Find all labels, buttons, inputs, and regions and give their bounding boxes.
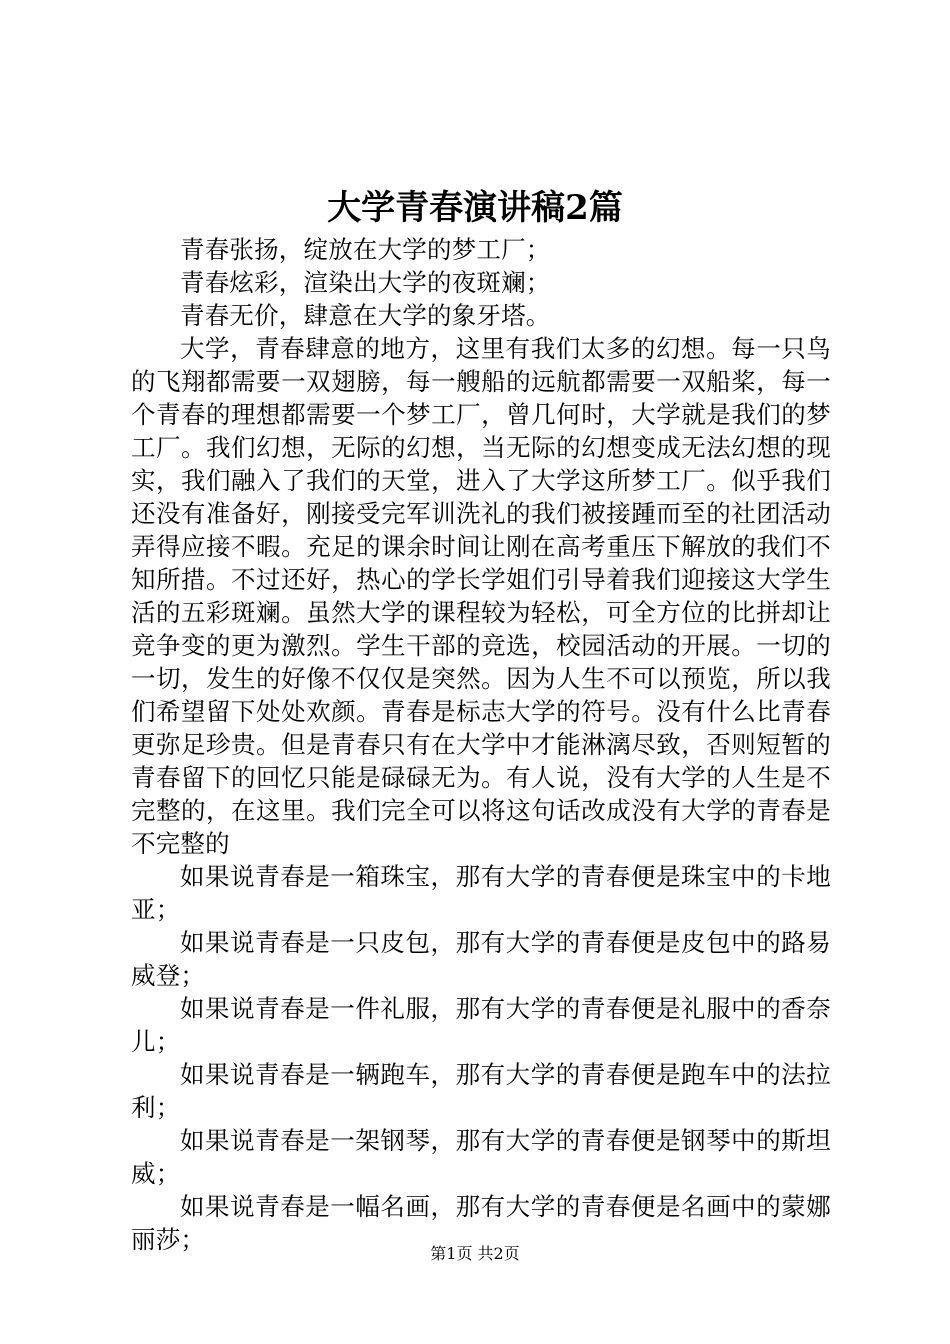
paragraph: 如果说青春是一幅名画，那有大学的青春便是名画中的蒙娜丽莎；: [131, 1192, 831, 1254]
paragraph: 青春无价，肆意在大学的象牙塔。: [180, 301, 551, 330]
paragraph: 青春张扬，绽放在大学的梦工厂；: [180, 235, 551, 264]
page-indicator: 第1页 共2页: [430, 1244, 520, 1263]
paragraph: 如果说青春是一辆跑车，那有大学的青春便是跑车中的法拉利；: [131, 1060, 831, 1122]
paragraph: 如果说青春是一箱珠宝，那有大学的青春便是珠宝中的卡地亚；: [131, 862, 831, 924]
paragraph: 如果说青春是一只皮包，那有大学的青春便是皮包中的路易威登；: [131, 928, 831, 990]
document-body: [131, 233, 831, 1256]
paragraph: 青春炫彩，渲染出大学的夜斑斓；: [180, 268, 551, 297]
paragraph: 如果说青春是一架钢琴，那有大学的青春便是钢琴中的斯坦威；: [131, 1126, 831, 1188]
paragraph: 大学，青春肆意的地方，这里有我们太多的幻想。每一只鸟的飞翔都需要一双翅膀，每一艘船的远航都需要一双船桨，每一个青春的理想都需要一个梦工厂，曾几何时，大学就是我们的梦工厂。我们幻想，无际的幻想，当无际的幻想变成无法幻想的现实，我们融入了我们的天堂，进入了大学这所梦工厂。似乎我们还没有准备好，刚接受完军训洗礼的我们被接踵而至的社团活动弄得应接不暇。充足的课余时间让刚在高考重压下解放的我们不知所措。不过还好，热心的学长学姐们引导着我们迎接这大学生活的五彩斑斓。虽然大学的课程较为轻松，可全方位的比拼却让竞争变的更为激烈。学生干部的竞选，校园活动的开展。一切的一切，发生的好像不仅仅是突然。因为人生不可以预览，所以我们希望留下处处欢颜。青春是标志大学的符号。没有什么比青春更弥足珍贵。但是青春只有在大学中才能淋漓尽致，否则短暂的青春留下的回忆只能是碌碌无为。有人说，没有大学的人生是不完整的，在这里。我们完全可以将这句话改成没有大学的青春是不完整的: [131, 334, 831, 858]
document-title: 大学青春演讲稿2篇: [327, 188, 623, 228]
paragraph: 如果说青春是一件礼服，那有大学的青春便是礼服中的香奈儿；: [131, 994, 831, 1056]
